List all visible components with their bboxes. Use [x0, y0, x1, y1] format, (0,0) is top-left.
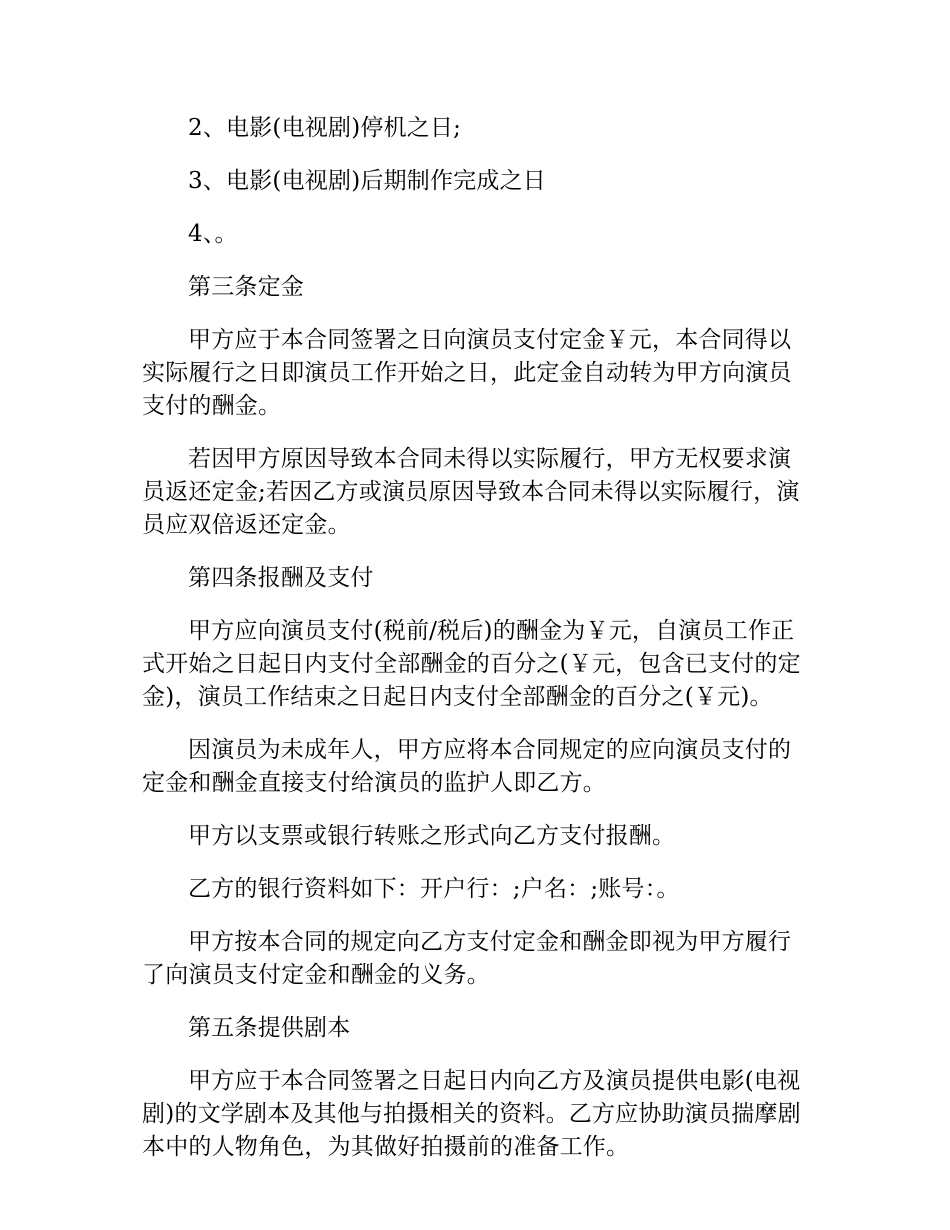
paragraph-payment-obligation: 甲方按本合同的规定向乙方支付定金和酬金即视为甲方履行了向演员支付定金和酬金的义务。	[142, 929, 792, 988]
paragraph-deposit-refund: 若因甲方原因导致本合同未得以实际履行，甲方无权要求演员返还定金;若因乙方或演员原因导致本合同未得以实际履行，演员应双倍返还定金。	[142, 446, 800, 538]
paragraph-item-4: 4、。	[188, 221, 238, 247]
section-heading-article-3: 第三条定金	[188, 274, 304, 300]
paragraph-minor-guardian: 因演员为未成年人，甲方应将本合同规定的应向演员支付的定金和酬金直接支付给演员的监护人即乙方。	[142, 737, 792, 796]
section-heading-article-4: 第四条报酬及支付	[188, 565, 374, 591]
paragraph-payment-method: 甲方以支票或银行转账之形式向乙方支付报酬。	[188, 823, 676, 849]
paragraph-deposit-payment: 甲方应于本合同签署之日向演员支付定金￥元，本合同得以实际履行之日即演员工作开始之日，此定金自动转为甲方向演员支付的酬金。	[142, 327, 792, 419]
paragraph-remuneration-amount: 甲方应向演员支付(税前/税后)的酬金为￥元，自演员工作正式开始之日起日内支付全部酬金的百分之(￥元，包含已支付的定金)，演员工作结束之日起日内支付全部酬金的百分之(￥元)。	[142, 618, 801, 710]
paragraph-item-2: 2、电影(电视剧)停机之日;	[188, 115, 462, 141]
document-body	[142, 112, 814, 1184]
section-heading-article-5: 第五条提供剧本	[188, 1015, 351, 1041]
paragraph-script-provision: 甲方应于本合同签署之日起日内向乙方及演员提供电影(电视剧)的文学剧本及其他与拍摄相关的资料。乙方应协助演员揣摩剧本中的人物角色，为其做好拍摄前的准备工作。	[142, 1068, 801, 1160]
paragraph-bank-details: 乙方的银行资料如下：开户行：;户名：;账号：。	[188, 876, 680, 902]
paragraph-item-3: 3、电影(电视剧)后期制作完成之日	[188, 168, 546, 194]
